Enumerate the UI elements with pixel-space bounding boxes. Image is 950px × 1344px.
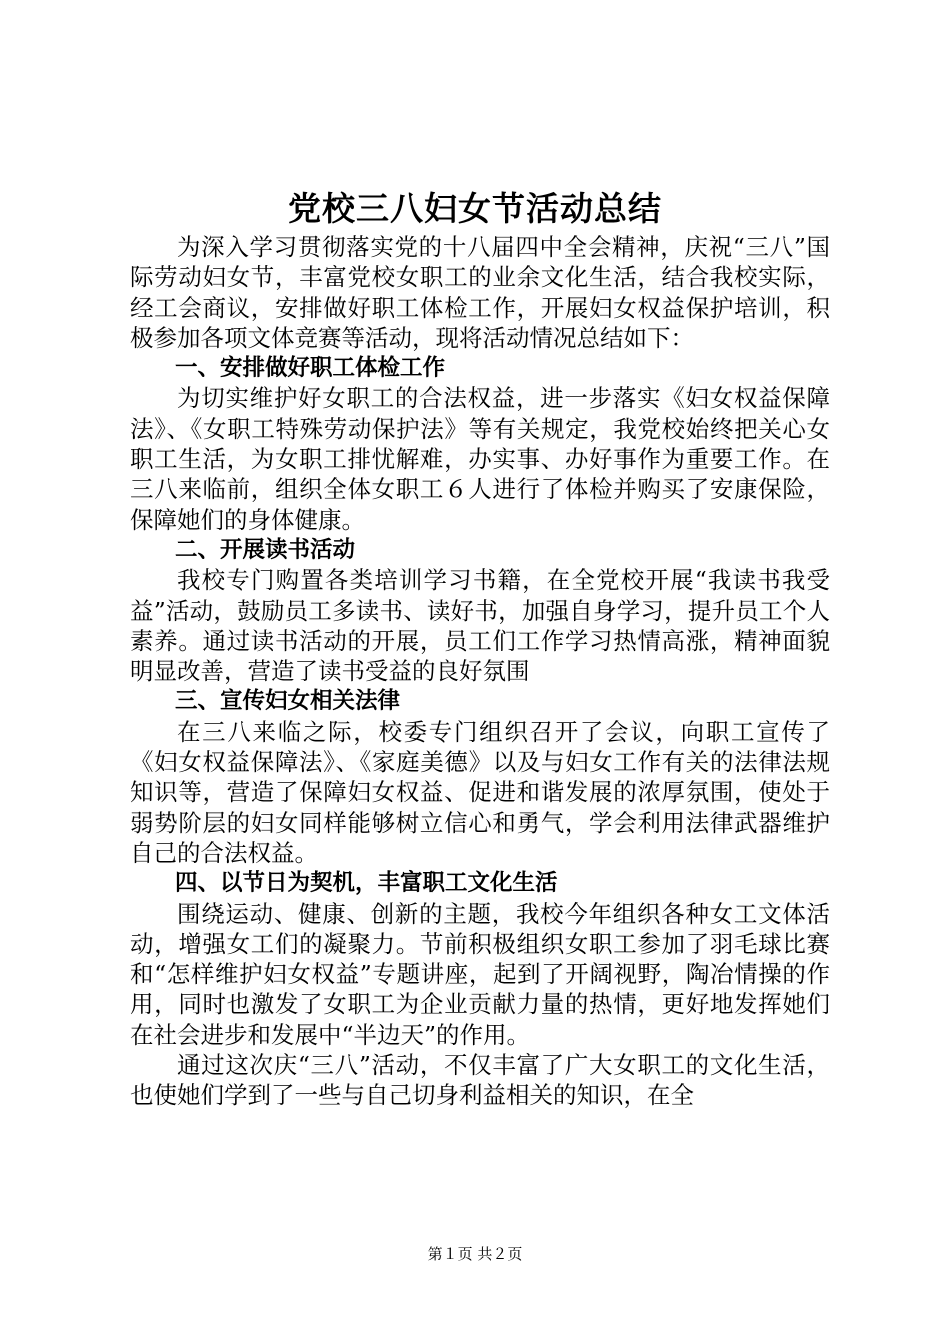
- document-title: 党校三八妇女节活动总结: [288, 189, 662, 228]
- section-paragraph-4: 围绕运动、健康、创新的主题，我校今年组织各种女工文体活动，增强女工们的凝聚力。节前积极组织女职工参加了羽毛球比赛和“怎样维护妇女权益”专题讲座，起到了开阔视野，陶冶情操的作用，同时也激发了女职工为企业贡献力量的热情，更好地发挥她们在社会进步和发展中“半边天”的作用。: [130, 899, 830, 1049]
- section-paragraph-2: 我校专门购置各类培训学习书籍，在全党校开展“我读书我受益”活动，鼓励员工多读书、读好书，加强自身学习，提升员工个人素养。通过读书活动的开展，员工们工作学习热情高涨，精神面貌明显改善，营造了读书受益的良好氛围: [130, 566, 830, 686]
- section-heading-3: 三、宣传妇女相关法律: [175, 688, 401, 715]
- section-heading-2: 二、开展读书活动: [175, 536, 356, 563]
- intro-paragraph: 为深入学习贯彻落实党的十八届四中全会精神，庆祝“三八”国际劳动妇女节，丰富党校女职工的业余文化生活，结合我校实际，经工会商议，安排做好职工体检工作，开展妇女权益保护培训，积极参加各项文体竞赛等活动，现将活动情况总结如下：: [130, 233, 830, 352]
- document-body: [130, 232, 830, 1111]
- section-paragraph-3: 在三八来临之际，校委专门组织召开了会议，向职工宣传了《妇女权益保障法》、《家庭美德》以及与妇女工作有关的法律法规知识等，营造了保障妇女权益、促进和谐发展的浓厚氛围，使处于弱势阶层的妇女同样能够树立信心和勇气，学会利用法律武器维护自己的合法权益。: [130, 717, 830, 867]
- section-heading-4: 四、以节日为契机，丰富职工文化生活: [175, 870, 558, 897]
- section-paragraph-1: 为切实维护好女职工的合法权益，进一步落实《妇女权益保障法》、《女职工特殊劳动保护法》等有关规定，我党校始终把关心女职工生活，为女职工排忧解难，办实事、办好事作为重要工作。在三八来临前，组织全体女职工６人进行了体检并购买了安康保险，保障她们的身体健康。: [130, 384, 830, 534]
- page-number-footer: 第１页 共２页: [427, 1245, 523, 1263]
- section-heading-1: 一、安排做好职工体检工作: [175, 355, 446, 382]
- closing-paragraph: 通过这次庆“三八”活动，不仅丰富了广大女职工的文化生活，也使她们学到了一些与自己切身利益相关的知识，在全: [130, 1051, 830, 1110]
